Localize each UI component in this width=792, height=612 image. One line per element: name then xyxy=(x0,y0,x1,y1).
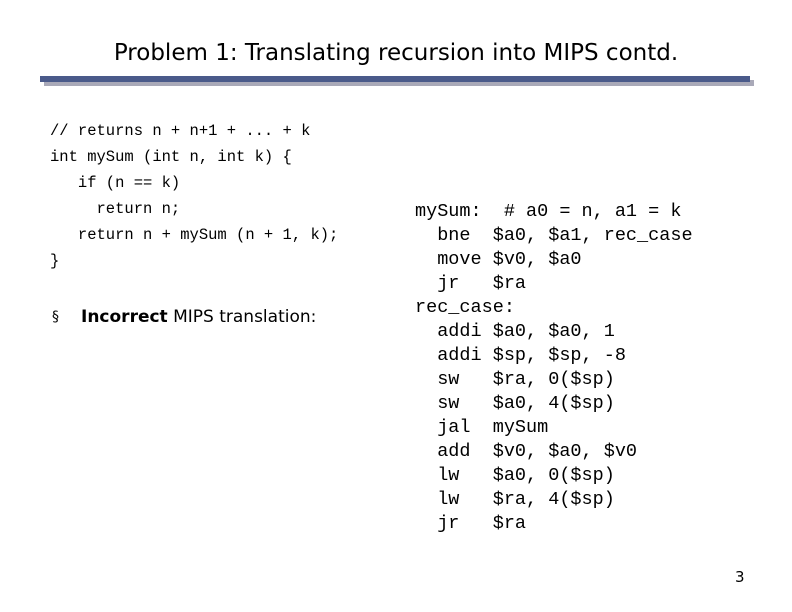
c-code-line: if (n == k) xyxy=(50,174,181,192)
mips-code-line: jr $ra xyxy=(415,513,527,534)
c-code-line: // returns n + n+1 + ... + k xyxy=(50,122,311,140)
mips-code-line: sw $ra, 0($sp) xyxy=(415,369,615,390)
title-rule xyxy=(40,76,750,82)
mips-code-line: rec_case: xyxy=(415,297,515,318)
mips-code-line: bne $a0, $a1, rec_case xyxy=(415,225,693,246)
c-source-code xyxy=(50,118,338,274)
mips-code-line: lw $a0, 0($sp) xyxy=(415,465,615,486)
bullet-rest: MIPS translation: xyxy=(167,307,317,327)
bullet-text xyxy=(81,306,316,328)
mips-code-line: jal mySum xyxy=(415,417,549,438)
mips-code-line: jr $ra xyxy=(415,273,527,294)
c-code-line: int mySum (int n, int k) { xyxy=(50,148,292,166)
slide-title: Problem 1: Translating recursion into MIPS contd. xyxy=(113,40,679,66)
mips-code xyxy=(415,200,693,536)
page-number: 3 xyxy=(735,568,745,586)
mips-code-line: mySum: # a0 = n, a1 = k xyxy=(415,201,682,222)
mips-code-line: addi $a0, $a0, 1 xyxy=(415,321,615,342)
bullet-bold-word: Incorrect xyxy=(81,307,168,327)
c-code-line: return n; xyxy=(50,200,181,218)
mips-code-line: lw $ra, 4($sp) xyxy=(415,489,615,510)
c-code-line: } xyxy=(50,252,60,270)
mips-code-line: move $v0, $a0 xyxy=(415,249,582,270)
mips-code-line: sw $a0, 4($sp) xyxy=(415,393,615,414)
mips-code-line: add $v0, $a0, $v0 xyxy=(415,441,638,462)
bullet-marker-icon: § xyxy=(52,309,59,325)
c-code-line: return n + mySum (n + 1, k); xyxy=(50,226,339,244)
mips-code-line: addi $sp, $sp, -8 xyxy=(415,345,626,366)
